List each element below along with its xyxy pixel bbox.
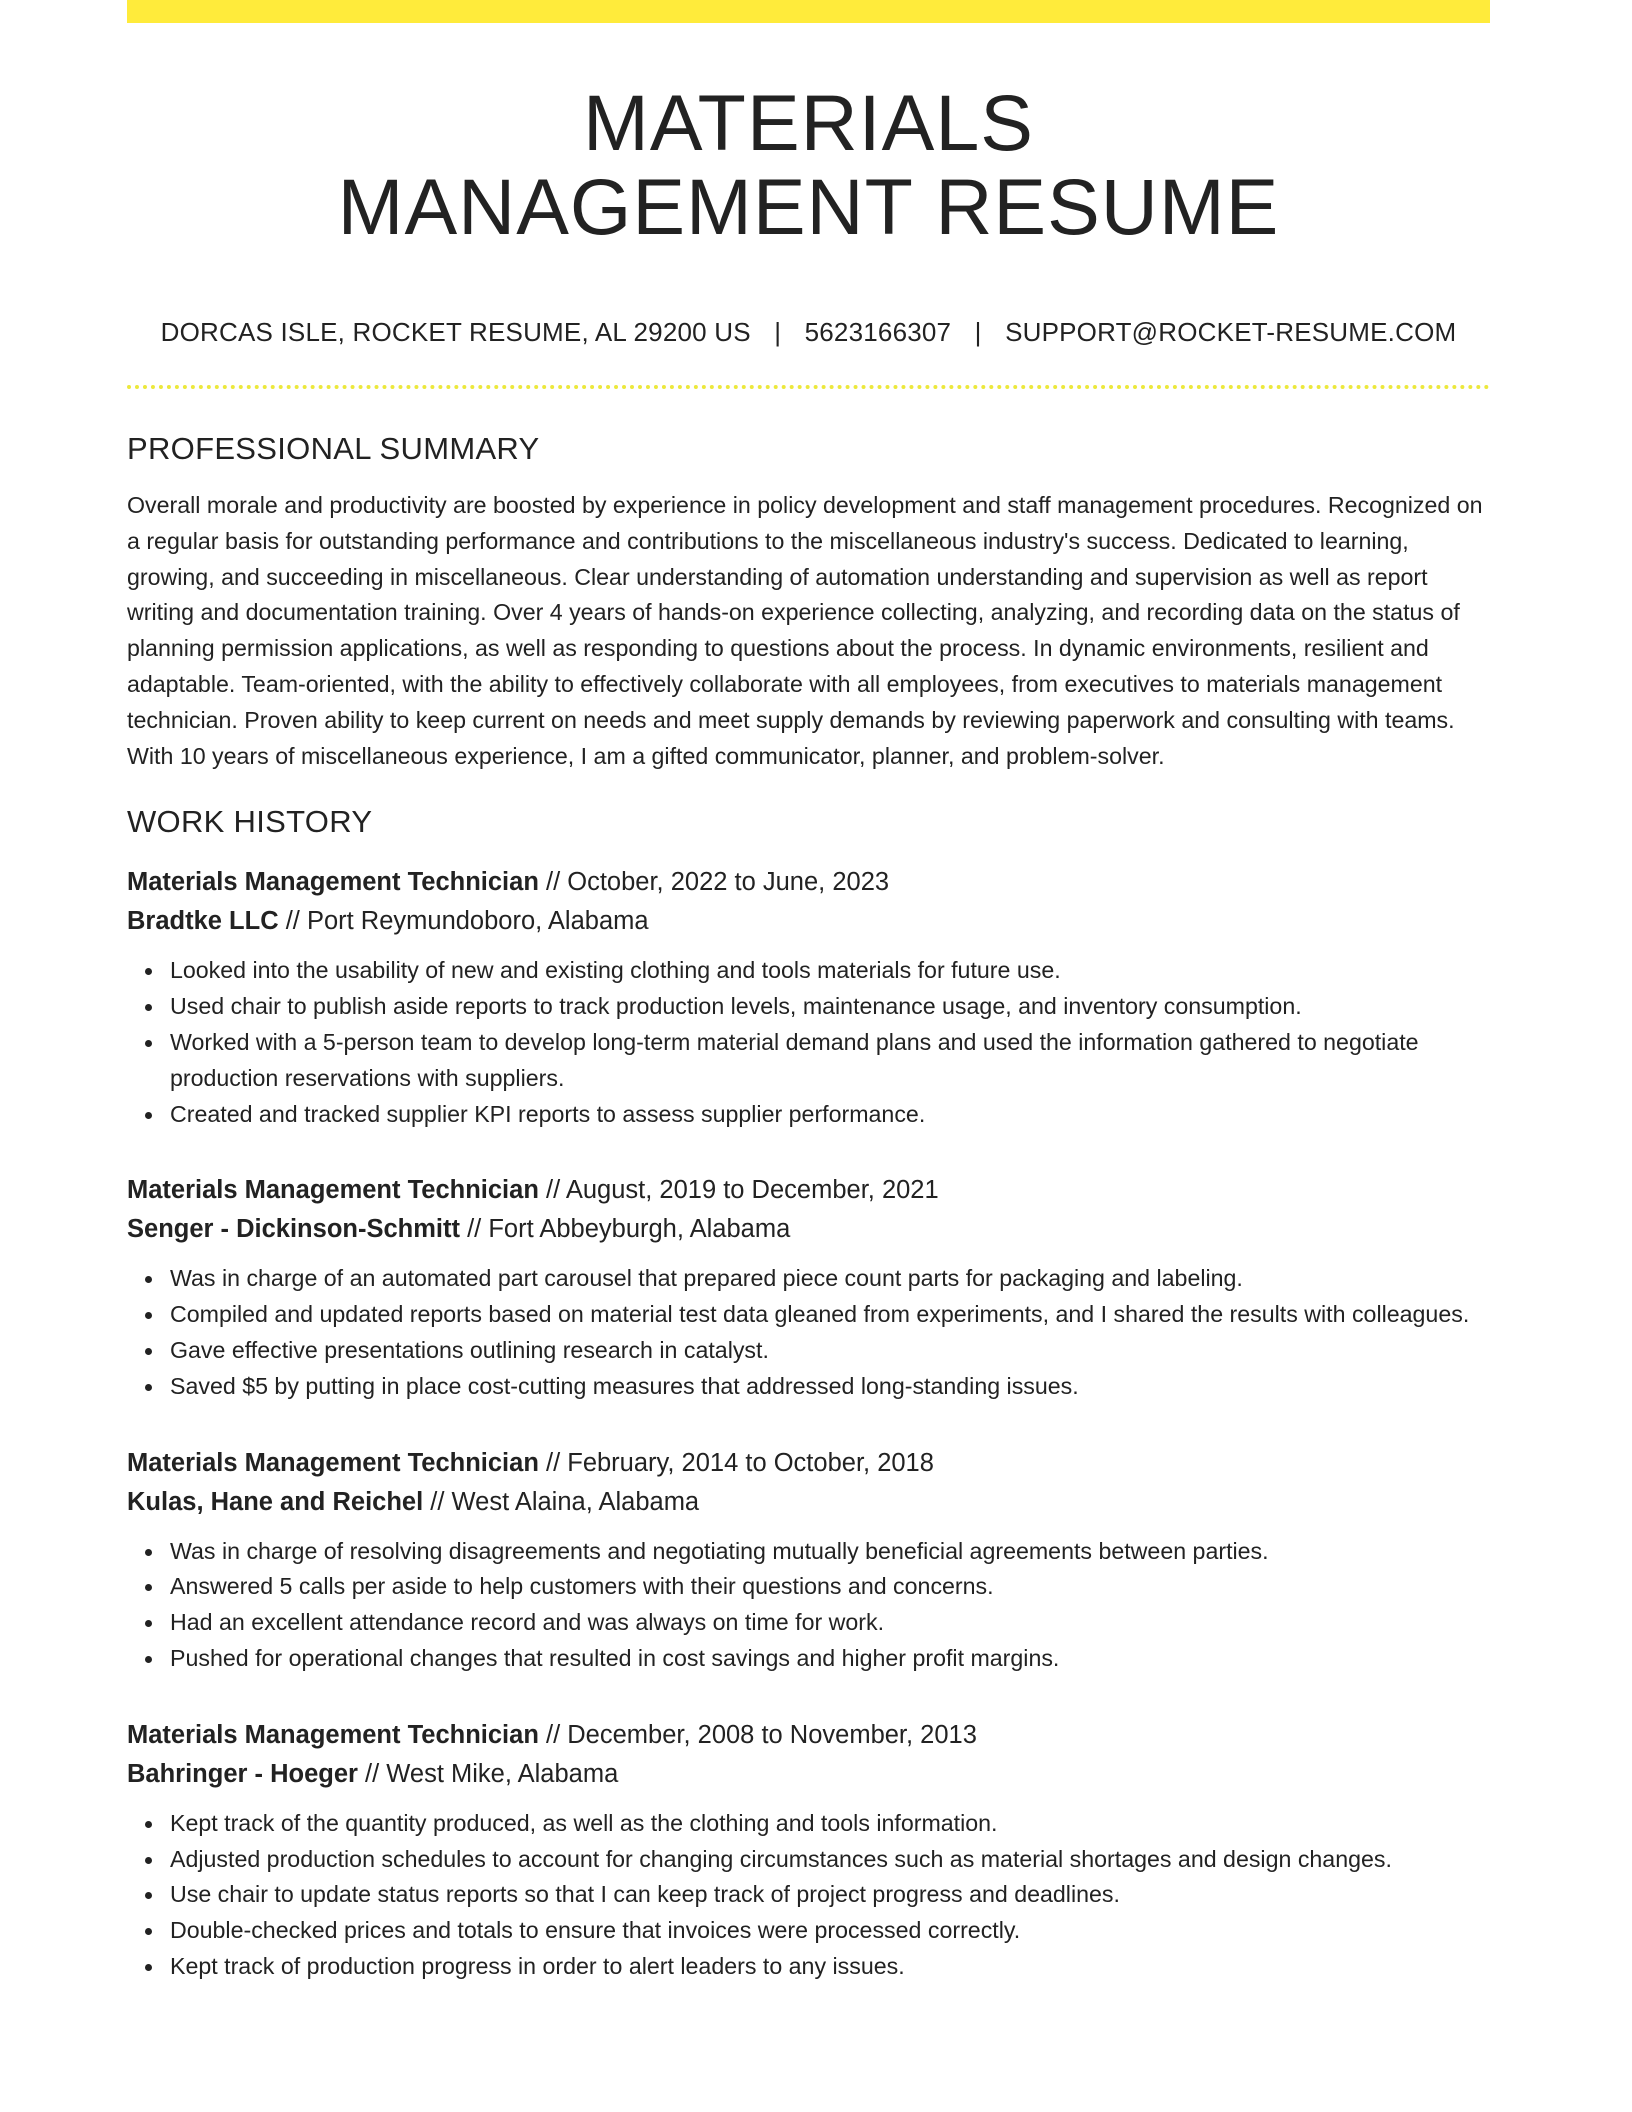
job-role: Materials Management Technician <box>127 1720 539 1749</box>
accent-bar <box>127 0 1490 23</box>
bullet-item: Created and tracked supplier KPI reports to assess supplier performance. <box>170 1097 1490 1133</box>
job-role-line <box>127 863 1490 902</box>
job-company-line <box>127 1483 1490 1522</box>
job-bullets <box>127 1261 1490 1404</box>
job-role: Materials Management Technician <box>127 1176 539 1205</box>
job-role: Materials Management Technician <box>127 1448 539 1477</box>
job-bullets <box>127 953 1490 1132</box>
contact-email: SUPPORT@ROCKET-RESUME.COM <box>1005 317 1457 347</box>
bullet-item: Double-checked prices and totals to ensure that invoices were processed correctly. <box>170 1913 1490 1949</box>
bullet-item: Gave effective presentations outlining research in catalyst. <box>170 1333 1490 1369</box>
job-bullets <box>127 1534 1490 1677</box>
bullet-item: Kept track of the quantity produced, as well as the clothing and tools information. <box>170 1806 1490 1842</box>
summary-heading: PROFESSIONAL SUMMARY <box>127 431 540 466</box>
job-location: // Fort Abbeyburgh, Alabama <box>459 1215 791 1244</box>
contact-address: DORCAS ISLE, ROCKET RESUME, AL 29200 US <box>160 317 751 347</box>
job-location: // West Alaina, Alabama <box>423 1487 700 1516</box>
title-line-1: MATERIALS <box>583 78 1034 167</box>
job-entry <box>127 863 1490 1132</box>
bullet-item: Adjusted production schedules to account for changing circumstances such as material shortages and design changes. <box>170 1842 1490 1878</box>
bullet-item: Kept track of production progress in order to alert leaders to any issues. <box>170 1949 1490 1985</box>
job-company: Kulas, Hane and Reichel <box>127 1487 424 1516</box>
contact-line <box>127 315 1490 349</box>
bullet-item: Was in charge of resolving disagreements and negotiating mutually beneficial agreements between parties. <box>170 1534 1490 1570</box>
bullet-item: Pushed for operational changes that resulted in cost savings and higher profit margins. <box>170 1641 1490 1677</box>
job-dates: // October, 2022 to June, 2023 <box>538 868 890 897</box>
bullet-item: Was in charge of an automated part carousel that prepared piece count parts for packaging and labeling. <box>170 1261 1490 1297</box>
work-history-list <box>127 863 1490 1984</box>
job-company: Bradtke LLC <box>127 907 279 936</box>
job-dates: // February, 2014 to October, 2018 <box>538 1448 934 1477</box>
bullet-item: Used chair to publish aside reports to track production levels, maintenance usage, and inventory consumption. <box>170 989 1490 1025</box>
resume-page <box>127 0 1490 1985</box>
job-entry <box>127 1444 1490 1677</box>
work-history-heading: WORK HISTORY <box>127 804 373 840</box>
job-entry <box>127 1716 1490 1985</box>
title-line-2: MANAGEMENT RESUME <box>337 162 1280 251</box>
bullet-item: Had an excellent attendance record and was always on time for work. <box>170 1605 1490 1641</box>
bullet-item: Compiled and updated reports based on material test data gleaned from experiments, and I shared the results with colleagues. <box>170 1297 1490 1333</box>
job-company: Bahringer - Hoeger <box>127 1759 358 1788</box>
job-company: Senger - Dickinson-Schmitt <box>127 1215 460 1244</box>
bullet-item: Looked into the usability of new and existing clothing and tools materials for future use. <box>170 953 1490 989</box>
bullet-item: Worked with a 5-person team to develop long-term material demand plans and used the information gathered to negotiate production reservations with suppliers. <box>170 1025 1490 1097</box>
job-company-line <box>127 902 1490 941</box>
job-location: // West Mike, Alabama <box>357 1759 619 1788</box>
contact-separator: | <box>774 317 782 347</box>
resume-title <box>127 78 1490 251</box>
bullet-item: Answered 5 calls per aside to help customers with their questions and concerns. <box>170 1569 1490 1605</box>
bullet-item: Saved $5 by putting in place cost-cutting measures that addressed long-standing issues. <box>170 1369 1490 1405</box>
job-role-line <box>127 1171 1490 1210</box>
job-company-line <box>127 1755 1490 1794</box>
contact-separator: | <box>974 317 982 347</box>
job-role: Materials Management Technician <box>127 868 539 897</box>
summary-text: Overall morale and productivity are boosted by experience in policy development and staff management procedures. Recognized on a regular basis for outstanding performance and contributions to the miscellaneous industry's success. Dedicated to learning, growing, and succeeding in miscellaneous. Clear understanding of automation understanding and supervision as well as report writing and documentation training. Over 4 years of hands-on experience collecting, analyzing, and recording data on the status of planning permission applications, as well as responding to questions about the process. In dynamic environments, resilient and adaptable. Team-oriented, with the ability to effectively collaborate with all employees, from executives to materials management technician. Proven ability to keep current on needs and meet supply demands by reviewing paperwork and consulting with teams. With 10 years of miscellaneous experience, I am a gifted communicator, planner, and problem-solver. <box>127 492 1483 769</box>
job-dates: // August, 2019 to December, 2021 <box>538 1176 939 1205</box>
dotted-divider <box>127 385 1490 389</box>
job-company-line <box>127 1210 1490 1249</box>
job-role-line <box>127 1444 1490 1483</box>
bullet-item: Use chair to update status reports so that I can keep track of project progress and deadlines. <box>170 1877 1490 1913</box>
contact-phone: 5623166307 <box>804 317 952 347</box>
job-role-line <box>127 1716 1490 1755</box>
job-dates: // December, 2008 to November, 2013 <box>538 1720 977 1749</box>
job-bullets <box>127 1806 1490 1985</box>
job-entry <box>127 1171 1490 1404</box>
job-location: // Port Reymundoboro, Alabama <box>278 907 649 936</box>
